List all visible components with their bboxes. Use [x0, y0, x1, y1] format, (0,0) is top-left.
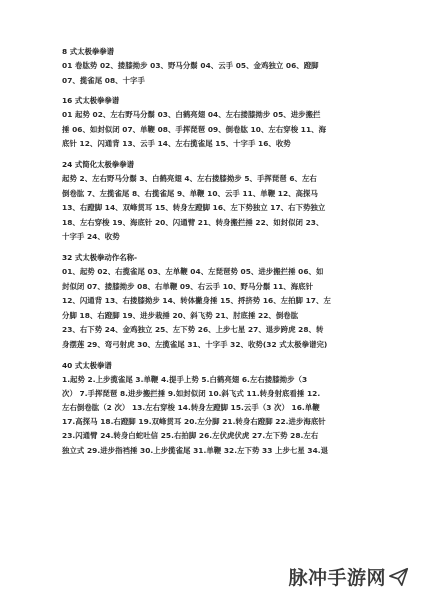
section-8-form — [62, 46, 372, 88]
text-line: 01、起势 02、右揽雀尾 03、左单鞭 04、左琵琶势 05、进步搬拦捶 06、如 — [62, 266, 324, 276]
text-line: 起势 2、左右野马分鬃 3、白鹤亮翅 4、左右搂膝拗步 5、手挥琵琶 6、左右 — [62, 173, 317, 183]
section-title: 40 式太极拳谱 — [62, 360, 112, 370]
text-line: 分脚 18、右蹬脚 19、进步栽捶 20、斜飞势 21、肘底捶 22、倒卷肱 — [62, 310, 299, 320]
section-title: 16 式太极拳拳谱 — [62, 96, 120, 106]
text-line: 23.闪通臂 24.转身白蛇吐信 25.右拍脚 26.左伏虎伏虎 27.左下势 28.左右 — [62, 431, 319, 441]
document-body — [62, 46, 372, 465]
section-24-form — [62, 159, 372, 245]
section-title: 32 式太极拳动作名称- — [62, 252, 138, 262]
section-16-form — [62, 95, 372, 152]
text-line: 23、右下势 24、金鸡独立 25、左下势 26、上步七星 27、退步跨虎 28、转 — [62, 325, 324, 335]
text-line: 捶 06、如封似闭 07、单鞭 08、手挥琵琶 09、倒卷肱 10、左右穿梭 11、海 — [62, 124, 327, 134]
section-title: 8 式太极拳拳谱 — [62, 47, 115, 56]
text-line: 次） 7.手挥琵琶 8.进步搬拦捶 9.如封似闭 10.斜飞式 11.转身射底看捶 12. — [62, 388, 321, 398]
section-title: 24 式简化太极拳拳谱 — [62, 159, 134, 169]
text-line: 十字手 24、收势 — [62, 232, 120, 242]
text-line: 18、左右穿梭 19、海底针 20、闪通臂 21、转身搬拦捶 22、如封似闭 23、 — [62, 217, 324, 227]
site-watermark — [288, 563, 410, 590]
text-line: 底针 12、闪通背 13、云手 14、左右揽雀尾 15、十字手 16、收势 — [62, 139, 291, 149]
text-line: 01 起势 02、左右野马分鬃 03、白鹤亮翅 04、左右搂膝拗步 05、进步搬拦 — [62, 110, 321, 120]
text-line: 封似闭 07、搂膝拗步 08、右单鞭 09、右云手 10、野马分鬃 11、海底针 — [62, 281, 314, 291]
text-line: 13、右蹬脚 14、双峰贯耳 15、转身左蹬脚 16、左下势独立 17、右下势独立 — [62, 203, 326, 213]
text-line: 左右倒卷肱（2 次） 13.左右穿梭 14.转身左蹬脚 15.云手（3 次） 16.单鞭 — [62, 402, 320, 412]
text-line: 01 卷肱势 02、搂膝拗步 03、野马分鬃 04、云手 05、金鸡独立 06、蹬脚 — [62, 61, 319, 70]
section-40-form — [62, 360, 372, 458]
watermark-text: 脉冲手游网 — [288, 567, 386, 589]
text-line: 身摆莲 29、弯弓射虎 30、左揽雀尾 31、十字手 32、收势(32 式太极拳谱完) — [62, 339, 328, 349]
text-line: 独立式 29.进步指裆捶 30.上步揽雀尾 31.单鞭 32.左下势 33 上步七星 34.退 — [62, 445, 329, 455]
paper-plane-icon — [388, 566, 410, 588]
text-line: 12、闪通背 13、右搂膝拗步 14、转体撇身捶 15、捋挤势 16、左拍脚 17、左 — [62, 296, 331, 306]
text-line: 1.起势 2.上步揽雀尾 3.单鞭 4.提手上势 5.白鹤亮翅 6.左右搂膝拗步（3 — [62, 374, 308, 384]
text-line: 倒卷肱 7、左揽雀尾 8、右揽雀尾 9、单鞭 10、云手 11、单鞭 12、高探马 — [62, 188, 318, 198]
text-line: 07、揽雀尾 08、十字手 — [62, 75, 145, 85]
section-32-form — [62, 252, 372, 353]
text-line: 17.高探马 18.右蹬脚 19.双峰贯耳 20.左分脚 21.转身右蹬脚 22.进步海底针 — [62, 417, 326, 427]
